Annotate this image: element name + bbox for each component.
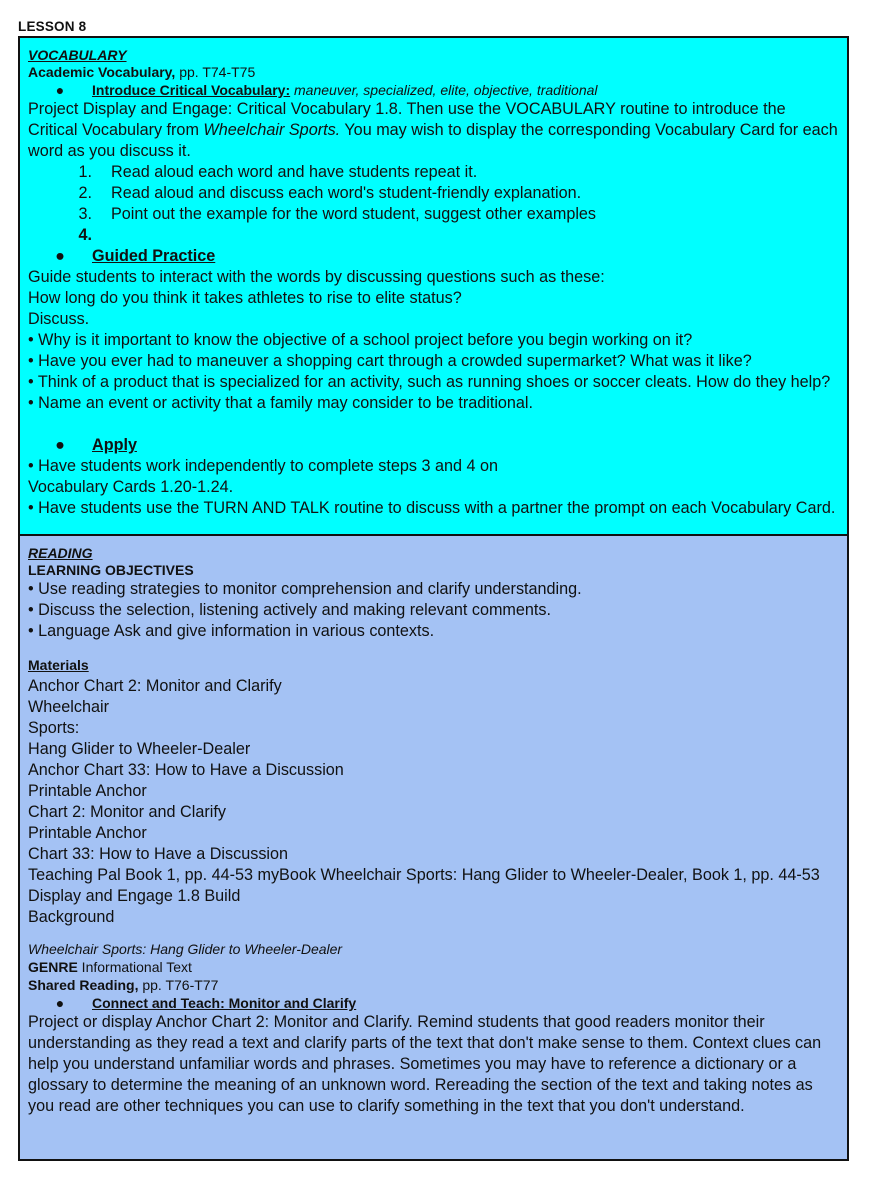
step-number: 1.	[78, 163, 92, 181]
reading-section	[18, 534, 849, 1161]
bullet-icon: ●	[55, 436, 65, 454]
guided-practice-bullet	[28, 246, 839, 267]
guided-line: How long do you think it takes athletes to rise to elite status?	[28, 289, 462, 307]
guided-line: • Why is it important to know the objective of a school project before you begin working on it?	[28, 331, 693, 349]
step-text: Point out the example for the word student, suggest other examples	[111, 205, 597, 223]
academic-vocabulary-pages: pp. T74-T75	[175, 64, 256, 80]
selection-title-inline: Wheelchair Sports.	[203, 121, 341, 139]
connect-teach-bullet	[28, 994, 839, 1012]
step-number: 2.	[78, 184, 92, 202]
guided-line: • Name an event or activity that a family may consider to be traditional.	[28, 394, 534, 412]
material-item: Wheelchair	[28, 698, 109, 716]
bullet-icon: ●	[55, 82, 65, 98]
materials-label: Materials	[28, 657, 89, 673]
objective-item: • Use reading strategies to monitor comprehension and clarify understanding.	[28, 580, 582, 598]
apply-label: Apply	[92, 436, 137, 454]
academic-vocabulary-label: Academic Vocabulary,	[28, 64, 176, 80]
vocabulary-paragraph	[28, 99, 839, 162]
step-number: 4.	[78, 226, 92, 244]
step-item	[28, 162, 839, 183]
vocabulary-words: maneuver, specialized, elite, objective, traditional	[290, 82, 598, 98]
learning-objectives-label: LEARNING OBJECTIVES	[28, 562, 194, 578]
shared-reading-pages: pp. T76-T77	[138, 977, 219, 993]
apply-line: • Have students work independently to complete steps 3 and 4 on	[28, 457, 498, 475]
material-item: Background	[28, 908, 115, 926]
material-item: Hang Glider to Wheeler-Dealer	[28, 740, 251, 758]
guided-line: • Think of a product that is specialized for an activity, such as running shoes or soccer cleats. How do they help?	[28, 373, 831, 391]
reading-heading: READING	[28, 545, 93, 561]
material-item: Chart 2: Monitor and Clarify	[28, 803, 226, 821]
shared-reading-label: Shared Reading,	[28, 977, 139, 993]
step-item	[28, 183, 839, 204]
introduce-vocabulary-label: Introduce Critical Vocabulary:	[92, 82, 291, 98]
material-item: Anchor Chart 33: How to Have a Discussion	[28, 761, 344, 779]
step-item	[28, 225, 839, 246]
guided-line: • Have you ever had to maneuver a shopping cart through a crowded supermarket? What was it like?	[28, 352, 752, 370]
material-item: Printable Anchor	[28, 782, 147, 800]
genre-value: Informational Text	[77, 959, 192, 975]
academic-vocabulary-line	[28, 63, 839, 81]
genre-label: GENRE	[28, 959, 78, 975]
vocabulary-paragraph-b: You may wish to display the corresponding Vocabulary Card for each word as you discuss it.	[28, 121, 838, 160]
objective-item: • Discuss the selection, listening actively and making relevant comments.	[28, 601, 552, 619]
bullet-icon: ●	[55, 995, 65, 1011]
material-item: Teaching Pal Book 1, pp. 44-53 myBook Wheelchair Sports: Hang Glider to Wheeler-Dealer, Book 1, pp. 44-53	[28, 866, 820, 884]
apply-line: Vocabulary Cards 1.20-1.24.	[28, 478, 234, 496]
bullet-icon: ●	[55, 247, 65, 265]
objective-item: • Language Ask and give information in various contexts.	[28, 622, 435, 640]
step-text: Read aloud each word and have students repeat it.	[111, 163, 478, 181]
apply-bullet	[28, 435, 839, 456]
vocabulary-section	[18, 36, 849, 536]
material-item: Sports:	[28, 719, 80, 737]
connect-teach-paragraph: Project or display Anchor Chart 2: Monitor and Clarify. Remind students that good readers monitor their understanding as they read a text and clarify parts of the text that don't make sense to them. Context clues can help you understand unfamiliar words and phrases. Sometimes you may have to reference a dictionary or a glossary to determine the meaning of an unknown word. Rereading the section of the text and taking notes as you read are other techniques you can use to clarify something in the text that you don't understand.	[28, 1013, 822, 1115]
guided-practice-label: Guided Practice	[92, 247, 216, 265]
vocabulary-paragraph-a: Project Display and Engage: Critical Vocabulary 1.8. Then use the VOCABULARY routine to introduce the Critical Vocabulary from	[28, 100, 786, 139]
selection-title: Wheelchair Sports: Hang Glider to Wheeler-Dealer	[28, 941, 343, 957]
material-item: Printable Anchor	[28, 824, 147, 842]
connect-teach-label: Connect and Teach: Monitor and Clarify	[92, 995, 357, 1011]
step-number: 3.	[78, 205, 92, 223]
material-item: Anchor Chart 2: Monitor and Clarify	[28, 677, 282, 695]
step-item	[28, 204, 839, 225]
guided-line: Discuss.	[28, 310, 90, 328]
guided-line: Guide students to interact with the words by discussing questions such as these:	[28, 268, 605, 286]
material-item: Chart 33: How to Have a Discussion	[28, 845, 289, 863]
introduce-vocabulary-bullet	[28, 81, 839, 99]
genre-line	[28, 958, 839, 976]
shared-reading-line	[28, 976, 839, 994]
step-text: Read aloud and discuss each word's student-friendly explanation.	[111, 184, 582, 202]
material-item: Display and Engage 1.8 Build	[28, 887, 241, 905]
lesson-title: LESSON 8	[18, 19, 87, 34]
apply-line: • Have students use the TURN AND TALK routine to discuss with a partner the prompt on each Vocabulary Card.	[28, 499, 836, 517]
vocabulary-heading: VOCABULARY	[28, 47, 127, 63]
